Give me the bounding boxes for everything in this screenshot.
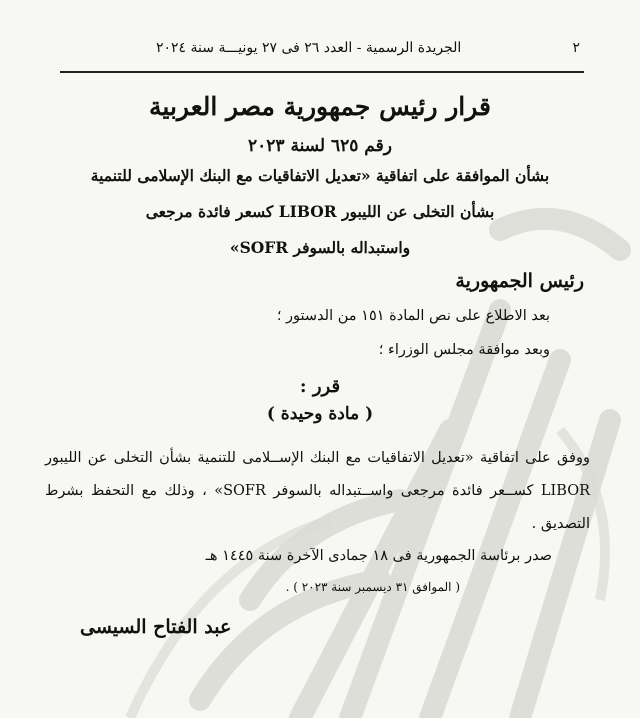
page-number: ٢ bbox=[572, 40, 580, 56]
decided-heading: قرر : bbox=[299, 376, 341, 397]
preamble-line: بعد الاطلاع على نص المادة ١٥١ من الدستور ؛ bbox=[276, 308, 550, 324]
running-header bbox=[60, 40, 580, 64]
decree-number: رقم ٦٢٥ لسنة ٢٠٢٣ bbox=[248, 136, 392, 156]
gregorian-date: ( الموافق ٣١ ديسمبر سنة ٢٠٢٣ ) . bbox=[285, 580, 460, 594]
article-body: ووفق على اتفاقية «تعديل الاتفاقيات مع البنك الإســلامى للتنمية بشأن التخلى عن الليبور LIBOR كســعر فائدة مرجعى واســتبداله بالسوفر SOFR» ، وذلك مع التحفظ بشرط التصديق . bbox=[45, 450, 590, 532]
preamble-line: وبعد موافقة مجلس الوزراء ؛ bbox=[378, 342, 550, 358]
issued-date: صدر برئاسة الجمهورية فى ١٨ جمادى الآخرة سنة ١٤٤٥ هـ bbox=[205, 548, 552, 564]
running-head-text: الجريدة الرسمية - العدد ٢٦ فى ٢٧ يونيـــة سنة ٢٠٢٤ bbox=[156, 40, 462, 56]
header-rule bbox=[60, 71, 584, 73]
subject-line: واستبداله بالسوفر SOFR» bbox=[229, 238, 411, 257]
signature: عبد الفتاح السيسى bbox=[80, 616, 232, 638]
article-heading: ( مادة وحيدة ) bbox=[266, 404, 374, 424]
subject-line: بشأن الموافقة على اتفاقية «تعديل الاتفاقيات مع البنك الإسلامى للتنمية bbox=[90, 166, 550, 185]
decree-title: قرار رئيس جمهورية مصر العربية bbox=[149, 92, 491, 121]
subject-line: بشأن التخلى عن الليبور LIBOR كسعر فائدة مرجعى bbox=[145, 202, 495, 221]
issuer-heading: رئيس الجمهورية bbox=[455, 270, 584, 292]
